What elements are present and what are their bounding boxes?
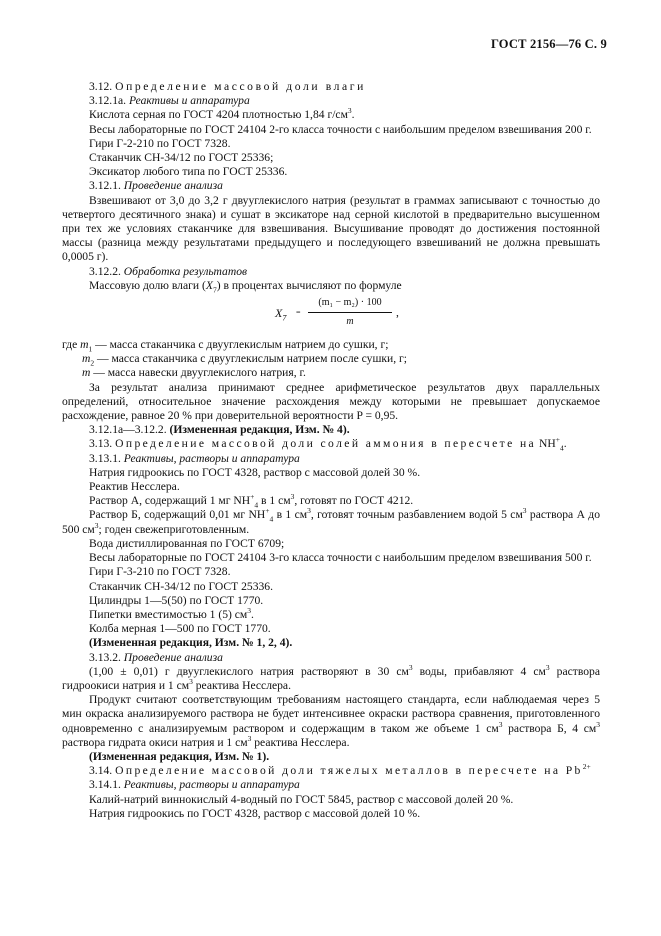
reagent-line: Кислота серная по ГОСТ 4204 плотностью 1,84 $г/см^3$.	[89, 106, 355, 122]
reagent-line: Стаканчик СН-34/12 по ГОСТ 25336.	[89, 579, 274, 593]
reagent-line: Гири Г-2-210 по ГОСТ 7328.	[89, 136, 231, 150]
definition-line: где $m_1$ — масса стаканчика с двууглекислым натрием до сушки, г;	[62, 338, 389, 354]
definition-line: $m_2$ — масса стаканчика с двууглекислым натрием после сушки, г;	[82, 352, 407, 368]
definition-line: m — масса навески двууглекислого натрия, г.	[82, 366, 306, 380]
section-3-12-1a-heading: 3.12.1а. Реактивы и аппаратура	[89, 94, 250, 108]
reagent-line: Реактив Несслера.	[89, 480, 180, 494]
procedure-paragraph: (1,00 ± 0,01) г двууглекислого натрия растворяют в 30 $см^3$ воды, прибавляют 4 $см^3$ раствора гидроокиси натрия и 1 $см^3$ реактива Несслера.	[62, 662, 600, 692]
reagent-line: Натрия гидроокись по ГОСТ 4328, раствор с массовой долей 10 %.	[89, 806, 421, 820]
section-3-13-heading: 3.13. Определение массовой доли солей аммония в пересчете на $NH^+_4$.	[89, 435, 567, 453]
section-3-12-2-heading: 3.12.2. Обработка результатов	[89, 264, 248, 278]
section-3-14-1-heading: 3.14.1. Реактивы, растворы и аппаратура	[89, 778, 300, 792]
document-body	[62, 80, 600, 821]
reagent-line: Весы лабораторные по ГОСТ 24104 2-го класса точности с наибольшим пределом взвешивания 200 г.	[89, 122, 592, 136]
reagent-line: Раствор Б, содержащий 0,01 мг $NH^+_4$ в 1 $см^3$, готовят точным разбавлением водой 5 $см^3$ раствора А до 500 $см^3$; годен свежеприготовленным.	[62, 506, 600, 536]
section-3-12-1-heading: 3.12.1. Проведение анализа	[89, 179, 223, 193]
section-3-14-heading: 3.14. Определение массовой доли тяжелых металлов в пересчете на $Pb^{2+}$	[89, 762, 591, 778]
section-3-13-1-heading: 3.13.1. Реактивы, растворы и аппаратура	[89, 451, 300, 465]
procedure-paragraph: Продукт считают соответствующим требованиям настоящего стандарта, если наблюдаемая через 5 мин окраска анализируемого раствора не будет интенсивнее окраски раствора сравнения, приготовленного одновременно с анализируемым раствором и содержащим в таком же объеме 1 $см^3$ раствора Б, 4 $см^3$ раствора гидрата окиси натрия и 1 $см^3$ реактива Несслера.	[62, 693, 601, 749]
moisture-formula	[62, 296, 600, 336]
result-paragraph: За результат анализа принимают среднее арифметическое результатов двух параллельных определений, относительное значение расхождения между которыми не превышает допускаемое расхождение, равное 20 % при доверительной вероятности P = 0,95.	[62, 380, 600, 423]
section-3-12-heading: 3.12. Определение массовой доли влаги	[89, 80, 366, 93]
reagent-line: Стаканчик СН-34/12 по ГОСТ 25336;	[89, 151, 274, 165]
reagent-line: Эксикатор любого типа по ГОСТ 25336.	[89, 165, 288, 179]
reagent-line: Гири Г-3-210 по ГОСТ 7328.	[89, 565, 231, 579]
reagent-line: Пипетки вместимостью 1 (5) $см^3$.	[89, 606, 254, 621]
page-header: ГОСТ 2156—76 С. 9	[490, 37, 607, 51]
formula-lhs: $X_7$	[275, 306, 287, 323]
edition-note: 3.12.1а—3.12.2. (Измененная редакция, Изм. № 4).	[89, 423, 350, 437]
edition-note: (Измененная редакция, Изм. № 1, 2, 4).	[89, 636, 293, 650]
reagent-line: Натрия гидроокись по ГОСТ 4328, раствор с массовой долей 30 %.	[89, 465, 421, 479]
reagent-line: Раствор А, содержащий 1 мг $NH^+_4$ в 1 $см^3$, готовят по ГОСТ 4212.	[89, 492, 414, 510]
section-3-13-2-heading: 3.13.2. Проведение анализа	[89, 650, 223, 664]
reagent-line: Колба мерная 1—500 по ГОСТ 1770.	[89, 622, 271, 636]
formula-numerator: (m₁ − m₂) · 100	[308, 296, 392, 313]
formula-comma: ,	[396, 306, 399, 320]
formula-fraction	[308, 296, 392, 329]
formula-denominator: m	[346, 316, 354, 328]
formula-equals: =	[296, 308, 301, 318]
reagent-line: Вода дистиллированная по ГОСТ 6709;	[89, 536, 285, 550]
procedure-paragraph: Взвешивают от 3,0 до 3,2 г двууглекислого натрия (результат в граммах записывают с точностью до четвертого десятичного знака) и сушат в эксикаторе над серной кислотой в предварительно высушенном при тех же условиях стаканчике для взвешивания. Высушивание проводят до достижения постоянной массы (разница между результатами предыдущего и последующего взвешиваний не должна превышать 0,0005 г).	[62, 193, 600, 264]
edition-note: (Измененная редакция, Изм. № 1).	[89, 749, 270, 763]
reagent-line: Весы лабораторные по ГОСТ 24104 3-го класса точности с наибольшим пределом взвешивания 500 г.	[89, 551, 592, 565]
reagent-line: Цилиндры 1—5(50) по ГОСТ 1770.	[89, 593, 264, 607]
formula-intro: Массовую долю влаги $(X_7)$ в процентах вычисляют по формуле	[89, 278, 402, 295]
reagent-line: Калий-натрий виннокислый 4-водный по ГОСТ 5845, раствор с массовой долей 20 %.	[89, 792, 514, 806]
